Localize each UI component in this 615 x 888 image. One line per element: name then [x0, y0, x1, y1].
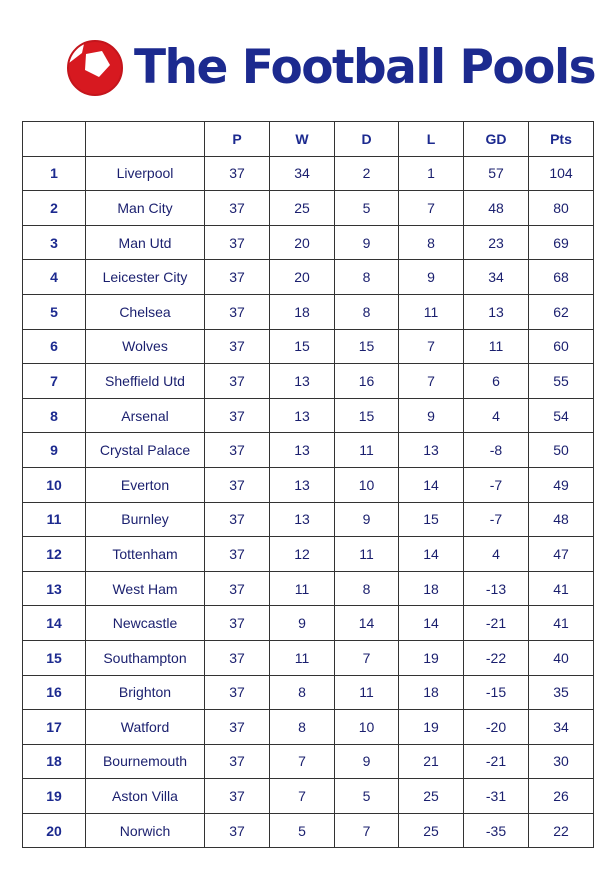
- drawn-cell: 7: [335, 640, 399, 675]
- drawn-cell: 10: [335, 710, 399, 745]
- goal-difference-cell: -7: [464, 502, 529, 537]
- lost-cell: 9: [399, 398, 464, 433]
- position-cell: 5: [23, 294, 86, 329]
- points-cell: 54: [529, 398, 594, 433]
- points-cell: 35: [529, 675, 594, 710]
- header-row: [23, 122, 594, 157]
- position-cell: 15: [23, 640, 86, 675]
- goal-difference-cell: 48: [464, 191, 529, 226]
- won-cell: 7: [270, 779, 335, 814]
- won-cell: 13: [270, 467, 335, 502]
- header-played: P: [205, 122, 270, 157]
- table-row: [23, 813, 594, 848]
- goal-difference-cell: -21: [464, 606, 529, 641]
- played-cell: 37: [205, 398, 270, 433]
- goal-difference-cell: 57: [464, 156, 529, 191]
- position-cell: 6: [23, 329, 86, 364]
- position-cell: 11: [23, 502, 86, 537]
- drawn-cell: 16: [335, 364, 399, 399]
- header-won: W: [270, 122, 335, 157]
- won-cell: 12: [270, 537, 335, 572]
- goal-difference-cell: -20: [464, 710, 529, 745]
- goal-difference-cell: -15: [464, 675, 529, 710]
- lost-cell: 14: [399, 606, 464, 641]
- won-cell: 5: [270, 813, 335, 848]
- position-cell: 14: [23, 606, 86, 641]
- drawn-cell: 11: [335, 675, 399, 710]
- drawn-cell: 8: [335, 260, 399, 295]
- football-icon: [66, 39, 124, 97]
- played-cell: 37: [205, 744, 270, 779]
- goal-difference-cell: -13: [464, 571, 529, 606]
- team-name-cell: Everton: [86, 467, 205, 502]
- won-cell: 8: [270, 675, 335, 710]
- played-cell: 37: [205, 156, 270, 191]
- lost-cell: 25: [399, 813, 464, 848]
- played-cell: 37: [205, 537, 270, 572]
- table-row: [23, 606, 594, 641]
- lost-cell: 14: [399, 537, 464, 572]
- position-cell: 17: [23, 710, 86, 745]
- won-cell: 13: [270, 398, 335, 433]
- played-cell: 37: [205, 467, 270, 502]
- goal-difference-cell: -35: [464, 813, 529, 848]
- team-name-cell: Burnley: [86, 502, 205, 537]
- table-row: [23, 779, 594, 814]
- lost-cell: 7: [399, 329, 464, 364]
- played-cell: 37: [205, 813, 270, 848]
- team-name-cell: Leicester City: [86, 260, 205, 295]
- table-row: [23, 329, 594, 364]
- goal-difference-cell: 23: [464, 225, 529, 260]
- played-cell: 37: [205, 433, 270, 468]
- played-cell: 37: [205, 571, 270, 606]
- team-name-cell: Newcastle: [86, 606, 205, 641]
- won-cell: 20: [270, 225, 335, 260]
- team-name-cell: Brighton: [86, 675, 205, 710]
- team-name-cell: West Ham: [86, 571, 205, 606]
- played-cell: 37: [205, 364, 270, 399]
- league-table: [22, 121, 594, 848]
- lost-cell: 13: [399, 433, 464, 468]
- drawn-cell: 7: [335, 813, 399, 848]
- drawn-cell: 15: [335, 329, 399, 364]
- won-cell: 11: [270, 640, 335, 675]
- header-goal-difference: GD: [464, 122, 529, 157]
- points-cell: 41: [529, 606, 594, 641]
- drawn-cell: 11: [335, 433, 399, 468]
- played-cell: 37: [205, 191, 270, 226]
- drawn-cell: 10: [335, 467, 399, 502]
- points-cell: 22: [529, 813, 594, 848]
- position-cell: 18: [23, 744, 86, 779]
- team-name-cell: Liverpool: [86, 156, 205, 191]
- played-cell: 37: [205, 640, 270, 675]
- points-cell: 34: [529, 710, 594, 745]
- table-row: [23, 156, 594, 191]
- header-lost: L: [399, 122, 464, 157]
- table-row: [23, 433, 594, 468]
- drawn-cell: 5: [335, 779, 399, 814]
- goal-difference-cell: 4: [464, 398, 529, 433]
- played-cell: 37: [205, 710, 270, 745]
- won-cell: 13: [270, 364, 335, 399]
- points-cell: 49: [529, 467, 594, 502]
- lost-cell: 25: [399, 779, 464, 814]
- table-row: [23, 744, 594, 779]
- goal-difference-cell: -31: [464, 779, 529, 814]
- team-name-cell: Bournemouth: [86, 744, 205, 779]
- lost-cell: 19: [399, 710, 464, 745]
- won-cell: 18: [270, 294, 335, 329]
- lost-cell: 21: [399, 744, 464, 779]
- table-row: [23, 640, 594, 675]
- position-cell: 10: [23, 467, 86, 502]
- points-cell: 62: [529, 294, 594, 329]
- team-name-cell: Arsenal: [86, 398, 205, 433]
- position-cell: 1: [23, 156, 86, 191]
- drawn-cell: 11: [335, 537, 399, 572]
- goal-difference-cell: -22: [464, 640, 529, 675]
- drawn-cell: 14: [335, 606, 399, 641]
- won-cell: 15: [270, 329, 335, 364]
- lost-cell: 18: [399, 571, 464, 606]
- drawn-cell: 5: [335, 191, 399, 226]
- team-name-cell: Man City: [86, 191, 205, 226]
- points-cell: 41: [529, 571, 594, 606]
- drawn-cell: 2: [335, 156, 399, 191]
- goal-difference-cell: -8: [464, 433, 529, 468]
- table-row: [23, 710, 594, 745]
- goal-difference-cell: 34: [464, 260, 529, 295]
- table-row: [23, 191, 594, 226]
- drawn-cell: 15: [335, 398, 399, 433]
- header-drawn: D: [335, 122, 399, 157]
- won-cell: 20: [270, 260, 335, 295]
- goal-difference-cell: -7: [464, 467, 529, 502]
- goal-difference-cell: 6: [464, 364, 529, 399]
- team-name-cell: Aston Villa: [86, 779, 205, 814]
- drawn-cell: 9: [335, 225, 399, 260]
- goal-difference-cell: 11: [464, 329, 529, 364]
- points-cell: 40: [529, 640, 594, 675]
- points-cell: 47: [529, 537, 594, 572]
- team-name-cell: Southampton: [86, 640, 205, 675]
- team-name-cell: Chelsea: [86, 294, 205, 329]
- team-name-cell: Man Utd: [86, 225, 205, 260]
- position-cell: 9: [23, 433, 86, 468]
- won-cell: 7: [270, 744, 335, 779]
- drawn-cell: 8: [335, 294, 399, 329]
- table-row: [23, 675, 594, 710]
- team-name-cell: Wolves: [86, 329, 205, 364]
- goal-difference-cell: 13: [464, 294, 529, 329]
- points-cell: 55: [529, 364, 594, 399]
- position-cell: 13: [23, 571, 86, 606]
- lost-cell: 19: [399, 640, 464, 675]
- points-cell: 80: [529, 191, 594, 226]
- position-cell: 20: [23, 813, 86, 848]
- table-row: [23, 364, 594, 399]
- table-row: [23, 398, 594, 433]
- brand-title: The Football Pools: [134, 40, 596, 95]
- played-cell: 37: [205, 779, 270, 814]
- league-body: [23, 156, 594, 848]
- position-cell: 16: [23, 675, 86, 710]
- played-cell: 37: [205, 606, 270, 641]
- played-cell: 37: [205, 294, 270, 329]
- played-cell: 37: [205, 225, 270, 260]
- table-row: [23, 502, 594, 537]
- brand-header: [0, 36, 615, 100]
- drawn-cell: 9: [335, 502, 399, 537]
- team-name-cell: Tottenham: [86, 537, 205, 572]
- played-cell: 37: [205, 675, 270, 710]
- drawn-cell: 8: [335, 571, 399, 606]
- played-cell: 37: [205, 260, 270, 295]
- team-name-cell: Norwich: [86, 813, 205, 848]
- goal-difference-cell: 4: [464, 537, 529, 572]
- position-cell: 4: [23, 260, 86, 295]
- won-cell: 34: [270, 156, 335, 191]
- won-cell: 9: [270, 606, 335, 641]
- team-name-cell: Sheffield Utd: [86, 364, 205, 399]
- table-row: [23, 467, 594, 502]
- lost-cell: 15: [399, 502, 464, 537]
- lost-cell: 11: [399, 294, 464, 329]
- lost-cell: 1: [399, 156, 464, 191]
- position-cell: 3: [23, 225, 86, 260]
- table-row: [23, 537, 594, 572]
- won-cell: 13: [270, 502, 335, 537]
- position-cell: 7: [23, 364, 86, 399]
- position-cell: 8: [23, 398, 86, 433]
- won-cell: 11: [270, 571, 335, 606]
- lost-cell: 7: [399, 364, 464, 399]
- header-team: [86, 122, 205, 157]
- team-name-cell: Crystal Palace: [86, 433, 205, 468]
- points-cell: 50: [529, 433, 594, 468]
- position-cell: 12: [23, 537, 86, 572]
- played-cell: 37: [205, 329, 270, 364]
- table-row: [23, 225, 594, 260]
- won-cell: 8: [270, 710, 335, 745]
- played-cell: 37: [205, 502, 270, 537]
- team-name-cell: Watford: [86, 710, 205, 745]
- points-cell: 30: [529, 744, 594, 779]
- goal-difference-cell: -21: [464, 744, 529, 779]
- header-position: [23, 122, 86, 157]
- lost-cell: 8: [399, 225, 464, 260]
- won-cell: 25: [270, 191, 335, 226]
- table-row: [23, 260, 594, 295]
- table-row: [23, 294, 594, 329]
- won-cell: 13: [270, 433, 335, 468]
- lost-cell: 9: [399, 260, 464, 295]
- lost-cell: 18: [399, 675, 464, 710]
- position-cell: 19: [23, 779, 86, 814]
- header-points: Pts: [529, 122, 594, 157]
- points-cell: 26: [529, 779, 594, 814]
- drawn-cell: 9: [335, 744, 399, 779]
- points-cell: 48: [529, 502, 594, 537]
- lost-cell: 14: [399, 467, 464, 502]
- points-cell: 69: [529, 225, 594, 260]
- lost-cell: 7: [399, 191, 464, 226]
- table-row: [23, 571, 594, 606]
- points-cell: 68: [529, 260, 594, 295]
- points-cell: 104: [529, 156, 594, 191]
- points-cell: 60: [529, 329, 594, 364]
- position-cell: 2: [23, 191, 86, 226]
